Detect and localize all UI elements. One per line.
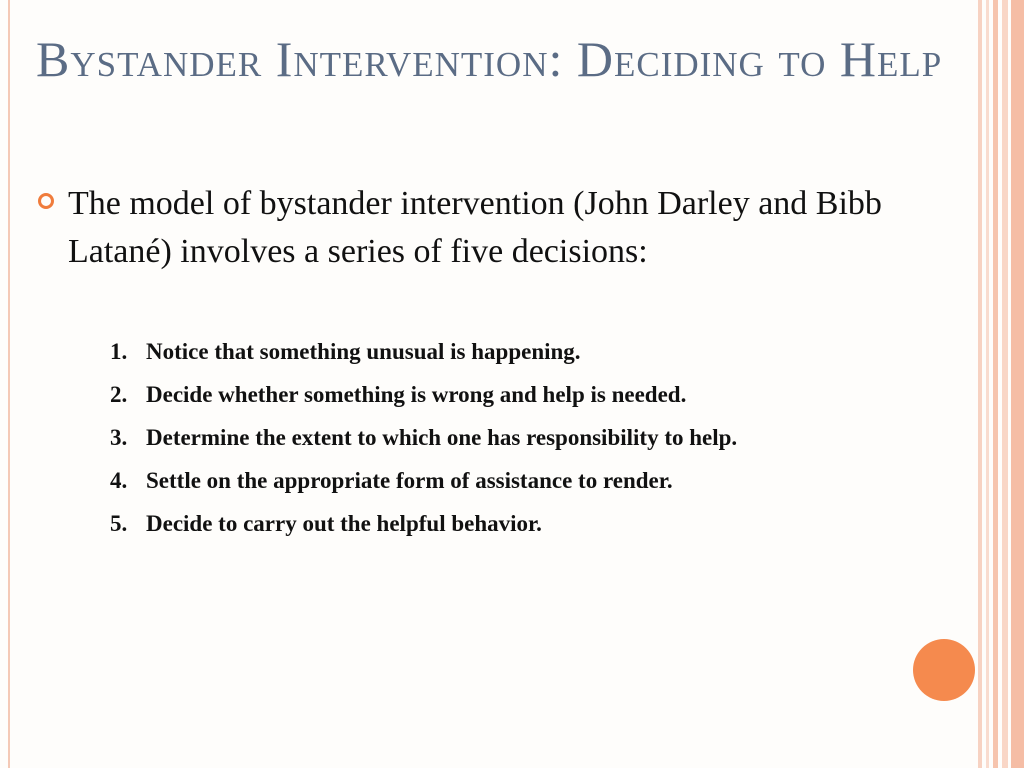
right-stripe	[978, 0, 982, 768]
orange-circle-icon	[913, 639, 975, 701]
bullet-text: The model of bystander intervention (John Darley and Bibb Latané) involves a series of five decisions:	[68, 185, 882, 270]
decision-steps-list	[110, 330, 737, 545]
step-text: Decide whether something is wrong and help is needed.	[146, 381, 687, 407]
list-item	[110, 459, 737, 502]
right-stripe	[1002, 0, 1008, 768]
step-text: Settle on the appropriate form of assistance to render.	[146, 467, 673, 493]
list-item	[110, 416, 737, 459]
right-stripe	[1011, 0, 1024, 768]
step-number: 5.	[110, 510, 128, 536]
right-stripe	[993, 0, 998, 768]
step-number: 3.	[110, 424, 128, 450]
step-number: 1.	[110, 338, 128, 364]
ring-bullet-icon	[38, 193, 54, 209]
slide-title: Bystander Intervention: Deciding to Help	[36, 31, 943, 87]
step-text: Decide to carry out the helpful behavior.	[146, 510, 542, 536]
bullet-item	[38, 180, 968, 276]
list-item	[110, 373, 737, 416]
step-number: 2.	[110, 381, 128, 407]
step-text: Notice that something unusual is happening.	[146, 338, 581, 364]
list-item	[110, 502, 737, 545]
right-stripe	[986, 0, 989, 768]
step-number: 4.	[110, 467, 128, 493]
left-border-line	[8, 0, 10, 768]
list-item	[110, 330, 737, 373]
step-text: Determine the extent to which one has responsibility to help.	[146, 424, 738, 450]
